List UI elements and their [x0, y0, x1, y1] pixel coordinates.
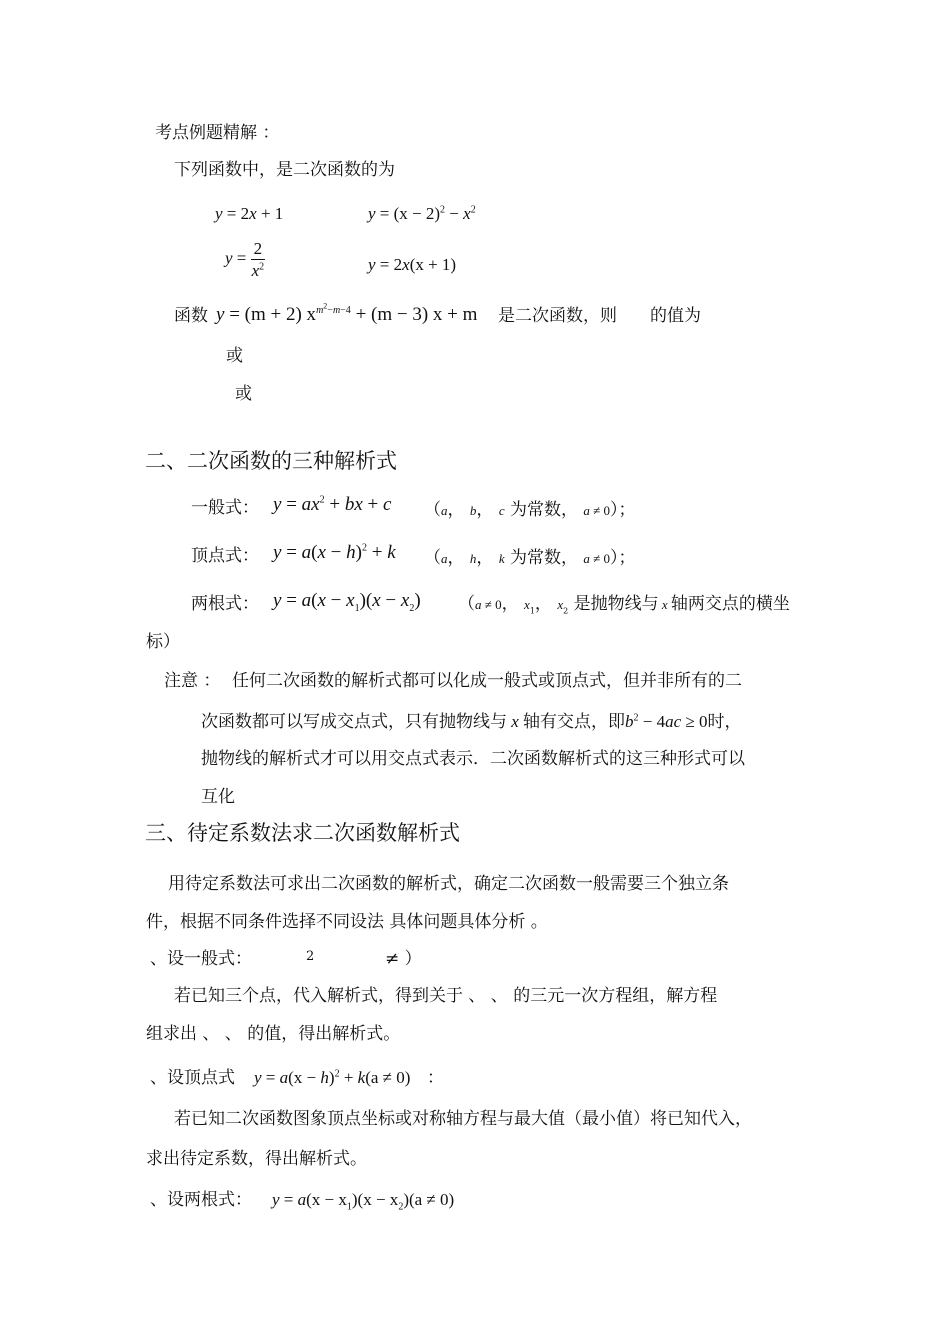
section-3-heading: 三、待定系数法求二次函数解析式 [145, 821, 460, 845]
note-line-3: 抛物线的解析式才可以用交点式表示．二次函数解析式的这三种形式可以 [201, 749, 745, 769]
question-2-prefix: 函数 [174, 306, 208, 326]
option-c-formula: y = $\frac{2}{x^2}$ [225, 239, 265, 280]
vertex-form-formula: $y = a(x - h)^2 + k$ [273, 542, 396, 563]
question-2-end: 的值为 [650, 306, 701, 326]
method-paragraph-line-2: 件，根据不同条件选择不同设法 具体问题具体分析 。 [146, 912, 548, 932]
roots-form-note-tail: 标） [146, 632, 180, 652]
exercise-title: 考点例题精解 ： [155, 123, 280, 143]
note-label: 注意 ： [164, 671, 221, 691]
option-a-formula: y = 2x + 1 [215, 204, 284, 223]
set-general-form-body-1: 若已知三个点，代入解析式，得到关于 、 、 的三元一次方程组，解方程 [174, 986, 718, 1006]
note-line-4: 互化 [201, 787, 235, 807]
vertex-form-note: （a， h， k 为常数， a ≠ 0）； [424, 548, 636, 568]
question-2-formula: y = (m + 2) $x^{m^2-m-4} + (m - 3) x + m$ [216, 301, 478, 325]
roots-form-note: （a ≠ 0， $x_1$， $x_2$ 是抛物线与 x 轴两交点的横坐 [458, 594, 790, 616]
roots-form-formula: $y = a(x - x_1)(x - x_2)$ [273, 590, 421, 614]
set-general-form-body-2: 组求出 、 、 的值，得出解析式。 [146, 1024, 401, 1044]
question-2-suffix: 是二次函数，则 [498, 306, 617, 326]
set-roots-form-label: 、设两根式： [150, 1190, 252, 1210]
set-vertex-form-label: 、设顶点式 [150, 1068, 235, 1088]
general-form-label: 一般式： [191, 498, 259, 518]
answer-or-1: 或 [226, 346, 243, 366]
set-general-form-exponent: 2 [306, 949, 315, 964]
roots-form-label: 两根式： [191, 594, 259, 614]
section-2-heading: 二、二次函数的三种解析式 [145, 449, 397, 473]
set-general-form-neq: ≠ ） [385, 949, 422, 969]
set-vertex-form-body-1: 若已知二次函数图象顶点坐标或对称轴方程与最大值（最小值）将已知代入， [174, 1109, 752, 1129]
answer-or-2: 或 [235, 384, 252, 404]
option-b-formula: $y = (x - 2)^2 - x^2$ [368, 204, 476, 223]
set-general-form-label: 、设一般式： [150, 949, 252, 969]
method-paragraph-line-1: 用待定系数法可求出二次函数的解析式，确定二次函数一般需要三个独立条 [168, 874, 729, 894]
set-roots-form-formula: $y = a(x - x_1)(x - x_2)(a \ne 0)$ [272, 1190, 455, 1213]
vertex-form-label: 顶点式： [191, 546, 259, 566]
general-form-formula: $y = ax^2$ + bx + c [273, 494, 392, 515]
general-form-note: （a， b， c 为常数， a ≠ 0）； [424, 500, 636, 520]
set-vertex-form-formula: $y = a(x - h)^2 + k(a \ne 0)$ [254, 1068, 411, 1087]
note-line-1: 任何二次函数的解析式都可以化成一般式或顶点式，但并非所有的二 [232, 671, 742, 691]
note-line-2: 次函数都可以写成交点式，只有抛物线与 x 轴有交点，即$b^2 - 4ac \ge 0$时， [201, 712, 742, 732]
option-d-formula: y = 2x(x + 1) [368, 255, 457, 274]
set-vertex-form-colon: ： [427, 1068, 444, 1088]
question-1: 下列函数中，是二次函数的为 [174, 160, 395, 180]
set-vertex-form-body-2: 求出待定系数，得出解析式。 [146, 1149, 367, 1169]
